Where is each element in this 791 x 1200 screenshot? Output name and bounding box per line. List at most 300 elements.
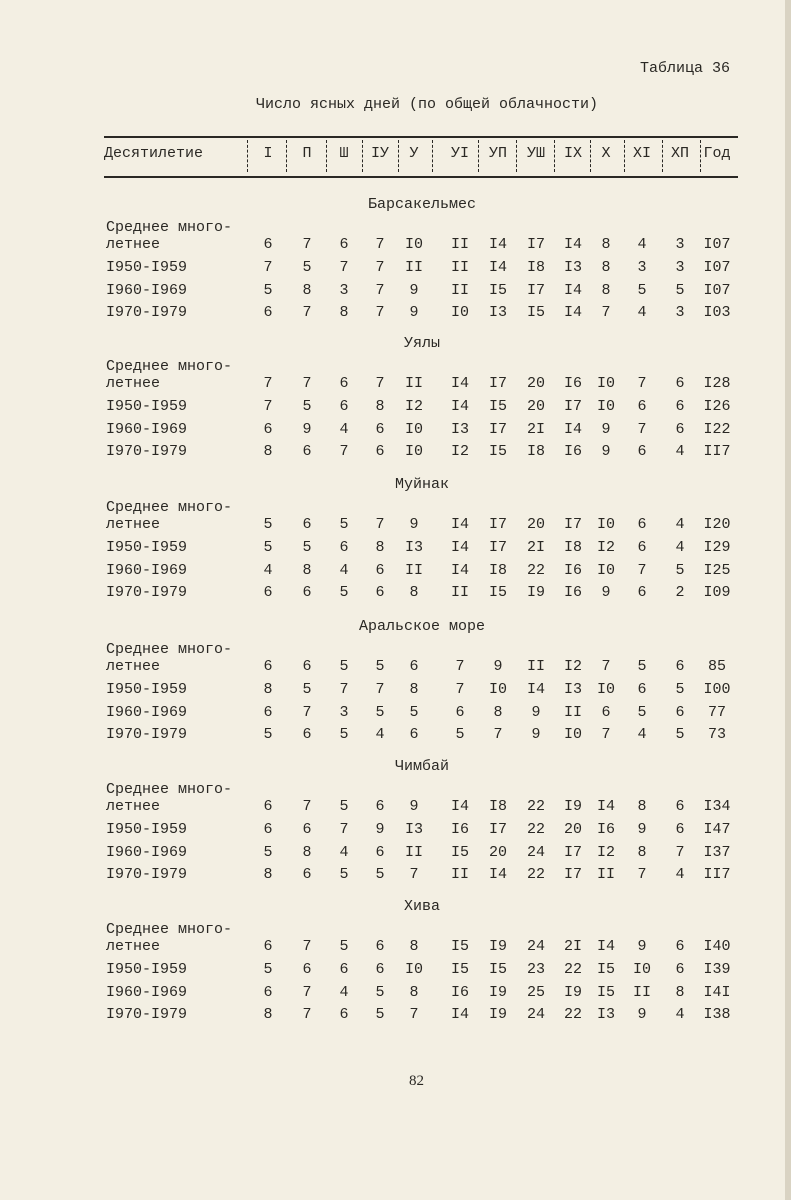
table-cell: I34 [703, 798, 731, 815]
table-cell: 7 [302, 938, 312, 955]
column-header: УШ [526, 145, 545, 162]
column-separator [662, 140, 663, 172]
table-cell: 7 [601, 726, 611, 743]
table-cell: I7 [488, 375, 507, 392]
table-cell: 8 [339, 304, 349, 321]
column-header: IX [563, 145, 582, 162]
table-cell: II [596, 866, 615, 883]
table-cell: 8 [263, 443, 273, 460]
table-cell: 2I [526, 421, 545, 438]
row-label: I960-I969 [106, 984, 188, 1001]
table-cell: 8 [637, 844, 647, 861]
table-cell: 6 [302, 961, 312, 978]
table-cell: I7 [526, 282, 545, 299]
table-cell: I4 [563, 304, 582, 321]
column-separator [590, 140, 591, 172]
table-cell: 9 [409, 516, 419, 533]
table-cell: 9 [531, 726, 541, 743]
table-cell: 5 [375, 704, 385, 721]
table-cell: I4 [488, 236, 507, 253]
table-label: Таблица 36 [640, 60, 731, 77]
table-cell: 4 [339, 562, 349, 579]
table-cell: 9 [409, 304, 419, 321]
table-cell: 3 [637, 259, 647, 276]
table-cell: 4 [263, 562, 273, 579]
table-cell: 5 [339, 726, 349, 743]
table-cell: 7 [339, 821, 349, 838]
table-cell: I0 [563, 726, 582, 743]
table-cell: 22 [563, 961, 582, 978]
table-cell: 7 [601, 304, 611, 321]
table-cell: 7 [302, 984, 312, 1001]
table-cell: 3 [675, 236, 685, 253]
table-cell: I3 [450, 421, 469, 438]
table-cell: I4 [450, 1006, 469, 1023]
table-cell: II [404, 259, 423, 276]
column-separator [362, 140, 363, 172]
table-cell: 77 [707, 704, 726, 721]
column-header: X [601, 145, 611, 162]
table-cell: 6 [455, 704, 465, 721]
table-cell: 3 [675, 304, 685, 321]
table-cell: 9 [531, 704, 541, 721]
table-cell: I0 [596, 516, 615, 533]
table-cell: I6 [563, 375, 582, 392]
table-cell: I00 [703, 681, 731, 698]
table-cell: 5 [263, 726, 273, 743]
row-label: I970-I979 [106, 726, 188, 743]
row-label: I950-I959 [106, 539, 188, 556]
table-cell: I03 [703, 304, 731, 321]
table-cell: 9 [637, 821, 647, 838]
table-cell: 6 [263, 938, 273, 955]
table-cell: 5 [302, 539, 312, 556]
table-cell: 9 [637, 1006, 647, 1023]
table-cell: 2I [526, 539, 545, 556]
table-cell: II [563, 704, 582, 721]
table-cell: I9 [526, 584, 545, 601]
table-cell: I3 [404, 821, 423, 838]
table-cell: 6 [375, 421, 385, 438]
column-header: XI [632, 145, 651, 162]
table-cell: 9 [302, 421, 312, 438]
table-cell: I5 [488, 398, 507, 415]
table-cell: 8 [302, 282, 312, 299]
row-label-line: Среднее много- [106, 641, 233, 658]
table-cell: 8 [409, 938, 419, 955]
table-cell: I8 [526, 443, 545, 460]
row-label: I960-I969 [106, 562, 188, 579]
table-cell: II7 [703, 866, 731, 883]
table-cell: I3 [563, 259, 582, 276]
table-cell: I2 [450, 443, 469, 460]
row-label: I970-I979 [106, 443, 188, 460]
row-label [106, 499, 232, 533]
table-cell: 7 [637, 421, 647, 438]
row-label: I970-I979 [106, 1006, 188, 1023]
table-cell: I4 [450, 798, 469, 815]
column-separator [516, 140, 517, 172]
table-cell: 9 [637, 938, 647, 955]
page-number: 82 [409, 1073, 424, 1089]
table-cell: I6 [596, 821, 615, 838]
table-cell: I0 [596, 681, 615, 698]
table-cell: I26 [703, 398, 731, 415]
table-cell: I2 [404, 398, 423, 415]
table-cell: I6 [563, 584, 582, 601]
table-cell: 5 [375, 658, 385, 675]
table-cell: 5 [339, 658, 349, 675]
table-cell: I3 [596, 1006, 615, 1023]
table-cell: II [632, 984, 651, 1001]
table-cell: I6 [563, 443, 582, 460]
table-cell: 5 [339, 798, 349, 815]
table-cell: 7 [375, 282, 385, 299]
table-cell: I4 [450, 562, 469, 579]
table-cell: 22 [526, 798, 545, 815]
table-cell: 6 [263, 984, 273, 1001]
table-cell: 5 [375, 984, 385, 1001]
table-cell: I0 [596, 375, 615, 392]
table-cell: I0 [596, 398, 615, 415]
table-cell: 7 [409, 866, 419, 883]
table-cell: I47 [703, 821, 731, 838]
table-cell: 5 [675, 562, 685, 579]
row-label: I950-I959 [106, 259, 188, 276]
column-separator [624, 140, 625, 172]
table-cell: I9 [488, 984, 507, 1001]
row-label-line: Среднее много- [106, 499, 233, 516]
table-cell: I4 [450, 539, 469, 556]
row-label-line: летнее [106, 236, 161, 253]
table-cell: 6 [675, 421, 685, 438]
table-cell: II [404, 844, 423, 861]
table-cell: 23 [526, 961, 545, 978]
table-cell: 4 [675, 516, 685, 533]
table-cell: 7 [302, 375, 312, 392]
table-cell: I5 [488, 443, 507, 460]
column-header: П [302, 145, 312, 162]
row-label-line: летнее [106, 516, 161, 533]
table-cell: 6 [675, 398, 685, 415]
table-cell: 25 [526, 984, 545, 1001]
table-cell: I28 [703, 375, 731, 392]
header-rule-bottom [104, 176, 738, 178]
table-cell: 5 [339, 938, 349, 955]
table-cell: 7 [675, 844, 685, 861]
row-label [106, 219, 232, 253]
column-separator [247, 140, 248, 172]
table-cell: 6 [637, 398, 647, 415]
row-label-line: Среднее много- [106, 781, 233, 798]
table-cell: 22 [526, 562, 545, 579]
table-cell: 7 [302, 1006, 312, 1023]
table-cell: 8 [375, 539, 385, 556]
table-cell: 3 [675, 259, 685, 276]
row-label-line: Среднее много- [106, 921, 233, 938]
table-cell: 6 [375, 844, 385, 861]
table-cell: I9 [563, 798, 582, 815]
table-cell: 8 [375, 398, 385, 415]
table-cell: 7 [339, 681, 349, 698]
table-cell: I5 [596, 984, 615, 1001]
row-label: I950-I959 [106, 961, 188, 978]
table-cell: 7 [493, 726, 503, 743]
table-cell: I0 [596, 562, 615, 579]
table-cell: 9 [409, 282, 419, 299]
row-label-line: Среднее много- [106, 219, 233, 236]
table-cell: I6 [563, 562, 582, 579]
table-cell: I4 [488, 259, 507, 276]
column-header: I [263, 145, 273, 162]
table-cell: 8 [601, 282, 611, 299]
table-cell: I5 [596, 961, 615, 978]
table-cell: 22 [526, 866, 545, 883]
table-cell: 22 [526, 821, 545, 838]
table-cell: 9 [375, 821, 385, 838]
table-cell: 4 [339, 844, 349, 861]
table-cell: 7 [302, 304, 312, 321]
table-title: Число ясных дней (по общей облачности) [256, 96, 599, 113]
table-cell: I6 [450, 821, 469, 838]
column-header: IУ [370, 145, 389, 162]
table-cell: I4 [596, 938, 615, 955]
table-cell: 6 [302, 443, 312, 460]
table-cell: I38 [703, 1006, 731, 1023]
table-cell: 7 [455, 658, 465, 675]
table-cell: I40 [703, 938, 731, 955]
table-cell: 20 [488, 844, 507, 861]
table-cell: 4 [675, 443, 685, 460]
row-label [106, 358, 232, 392]
table-cell: I9 [488, 938, 507, 955]
row-label: I960-I969 [106, 704, 188, 721]
table-cell: 8 [263, 1006, 273, 1023]
table-cell: 6 [675, 938, 685, 955]
table-cell: II [526, 658, 545, 675]
table-cell: 9 [601, 584, 611, 601]
station-heading: Уялы [403, 335, 441, 352]
table-cell: I2 [596, 844, 615, 861]
table-cell: 5 [637, 704, 647, 721]
row-label-line: Среднее много- [106, 358, 233, 375]
column-header: XП [670, 145, 689, 162]
table-cell: 5 [339, 584, 349, 601]
table-cell: 6 [637, 516, 647, 533]
row-label: I970-I979 [106, 304, 188, 321]
table-cell: 7 [339, 443, 349, 460]
table-cell: I4 [450, 375, 469, 392]
table-cell: I2 [563, 658, 582, 675]
table-cell: I3 [488, 304, 507, 321]
table-cell: 6 [302, 726, 312, 743]
table-cell: 7 [601, 658, 611, 675]
row-label-line: летнее [106, 658, 161, 675]
row-label-line: летнее [106, 798, 161, 815]
table-cell: 5 [302, 681, 312, 698]
column-header: УП [488, 145, 507, 162]
station-heading: Хива [403, 898, 441, 915]
table-cell: 7 [302, 798, 312, 815]
table-cell: I0 [404, 443, 423, 460]
table-cell: 6 [637, 539, 647, 556]
column-separator [398, 140, 399, 172]
table-cell: 7 [375, 681, 385, 698]
table-cell: 6 [375, 584, 385, 601]
row-label: I950-I959 [106, 681, 188, 698]
table-cell: 4 [637, 726, 647, 743]
table-cell: 6 [339, 375, 349, 392]
row-label [106, 641, 232, 675]
row-label [106, 781, 232, 815]
row-label-line: летнее [106, 375, 161, 392]
table-cell: II [404, 562, 423, 579]
table-cell: 5 [302, 259, 312, 276]
table-cell: 6 [375, 798, 385, 815]
table-cell: 9 [493, 658, 503, 675]
table-cell: 2 [675, 584, 685, 601]
table-cell: 4 [637, 236, 647, 253]
table-cell: I07 [703, 259, 731, 276]
table-cell: 6 [409, 658, 419, 675]
table-cell: 5 [263, 961, 273, 978]
row-label [106, 921, 232, 955]
table-cell: 20 [563, 821, 582, 838]
table-cell: 6 [637, 681, 647, 698]
table-cell: I3 [404, 539, 423, 556]
table-cell: I7 [563, 866, 582, 883]
column-header: Ш [339, 145, 349, 162]
table-cell: I07 [703, 282, 731, 299]
column-separator [286, 140, 287, 172]
header-rule-top [104, 136, 738, 138]
table-cell: 8 [409, 984, 419, 1001]
table-cell: 6 [675, 798, 685, 815]
table-cell: 6 [263, 704, 273, 721]
table-cell: I7 [488, 421, 507, 438]
table-cell: 5 [455, 726, 465, 743]
table-cell: I07 [703, 236, 731, 253]
table-cell: 5 [302, 398, 312, 415]
table-cell: 6 [263, 584, 273, 601]
table-cell: 6 [302, 516, 312, 533]
table-cell: 7 [375, 516, 385, 533]
table-cell: 8 [675, 984, 685, 1001]
table-cell: 8 [263, 681, 273, 698]
table-cell: I4 [488, 866, 507, 883]
table-cell: 24 [526, 938, 545, 955]
table-cell: 4 [375, 726, 385, 743]
table-cell: 24 [526, 844, 545, 861]
table-cell: I25 [703, 562, 731, 579]
table-cell: 7 [637, 866, 647, 883]
table-cell: 6 [339, 236, 349, 253]
table-cell: 6 [302, 821, 312, 838]
table-cell: 6 [375, 562, 385, 579]
table-cell: 6 [302, 866, 312, 883]
table-cell: I0 [404, 961, 423, 978]
table-cell: I09 [703, 584, 731, 601]
table-cell: 20 [526, 398, 545, 415]
table-cell: 9 [409, 798, 419, 815]
table-cell: 6 [375, 961, 385, 978]
row-label: I970-I979 [106, 866, 188, 883]
table-cell: 6 [302, 658, 312, 675]
table-cell: 8 [263, 866, 273, 883]
table-cell: 6 [302, 584, 312, 601]
table-cell: 7 [455, 681, 465, 698]
table-cell: I0 [404, 421, 423, 438]
column-header-decade: Десятилетие [104, 145, 204, 162]
row-label: I950-I959 [106, 821, 188, 838]
table-cell: 6 [375, 443, 385, 460]
table-cell: 73 [707, 726, 726, 743]
table-cell: 5 [263, 282, 273, 299]
table-cell: I5 [450, 844, 469, 861]
table-cell: I7 [488, 539, 507, 556]
table-cell: I9 [563, 984, 582, 1001]
table-cell: 6 [339, 398, 349, 415]
table-cell: 6 [601, 704, 611, 721]
table-cell: I5 [526, 304, 545, 321]
row-label-line: летнее [106, 938, 161, 955]
table-cell: 5 [675, 726, 685, 743]
table-cell: I4 [526, 681, 545, 698]
table-cell: 8 [601, 236, 611, 253]
table-cell: 9 [601, 421, 611, 438]
table-cell: 6 [675, 821, 685, 838]
table-cell: II [450, 866, 469, 883]
table-cell: 8 [409, 681, 419, 698]
table-cell: 6 [263, 304, 273, 321]
table-cell: I4I [703, 984, 731, 1001]
table-cell: I7 [488, 821, 507, 838]
table-cell: 6 [675, 375, 685, 392]
table-cell: 22 [563, 1006, 582, 1023]
table-cell: I7 [488, 516, 507, 533]
table-cell: 6 [263, 658, 273, 675]
column-separator [326, 140, 327, 172]
table-cell: I5 [488, 282, 507, 299]
table-cell: I4 [563, 236, 582, 253]
table-cell: 6 [339, 961, 349, 978]
table-cell: 4 [675, 539, 685, 556]
column-header: Год [703, 145, 731, 162]
table-cell: II [450, 584, 469, 601]
table-cell: 20 [526, 375, 545, 392]
column-separator [554, 140, 555, 172]
table-cell: I4 [450, 398, 469, 415]
table-cell: I0 [450, 304, 469, 321]
table-cell: 7 [375, 259, 385, 276]
table-cell: I4 [596, 798, 615, 815]
table-cell: 4 [339, 421, 349, 438]
table-cell: 5 [637, 658, 647, 675]
table-cell: 5 [637, 282, 647, 299]
table-cell: 7 [302, 236, 312, 253]
table-cell: 7 [637, 375, 647, 392]
table-cell: 7 [263, 259, 273, 276]
table-cell: I5 [450, 961, 469, 978]
table-cell: I9 [488, 1006, 507, 1023]
table-cell: 3 [339, 704, 349, 721]
table-cell: II [450, 282, 469, 299]
column-header: У [409, 145, 419, 162]
table-cell: I0 [488, 681, 507, 698]
table-cell: 7 [375, 236, 385, 253]
page-edge [785, 0, 791, 1200]
table-cell: 8 [601, 259, 611, 276]
